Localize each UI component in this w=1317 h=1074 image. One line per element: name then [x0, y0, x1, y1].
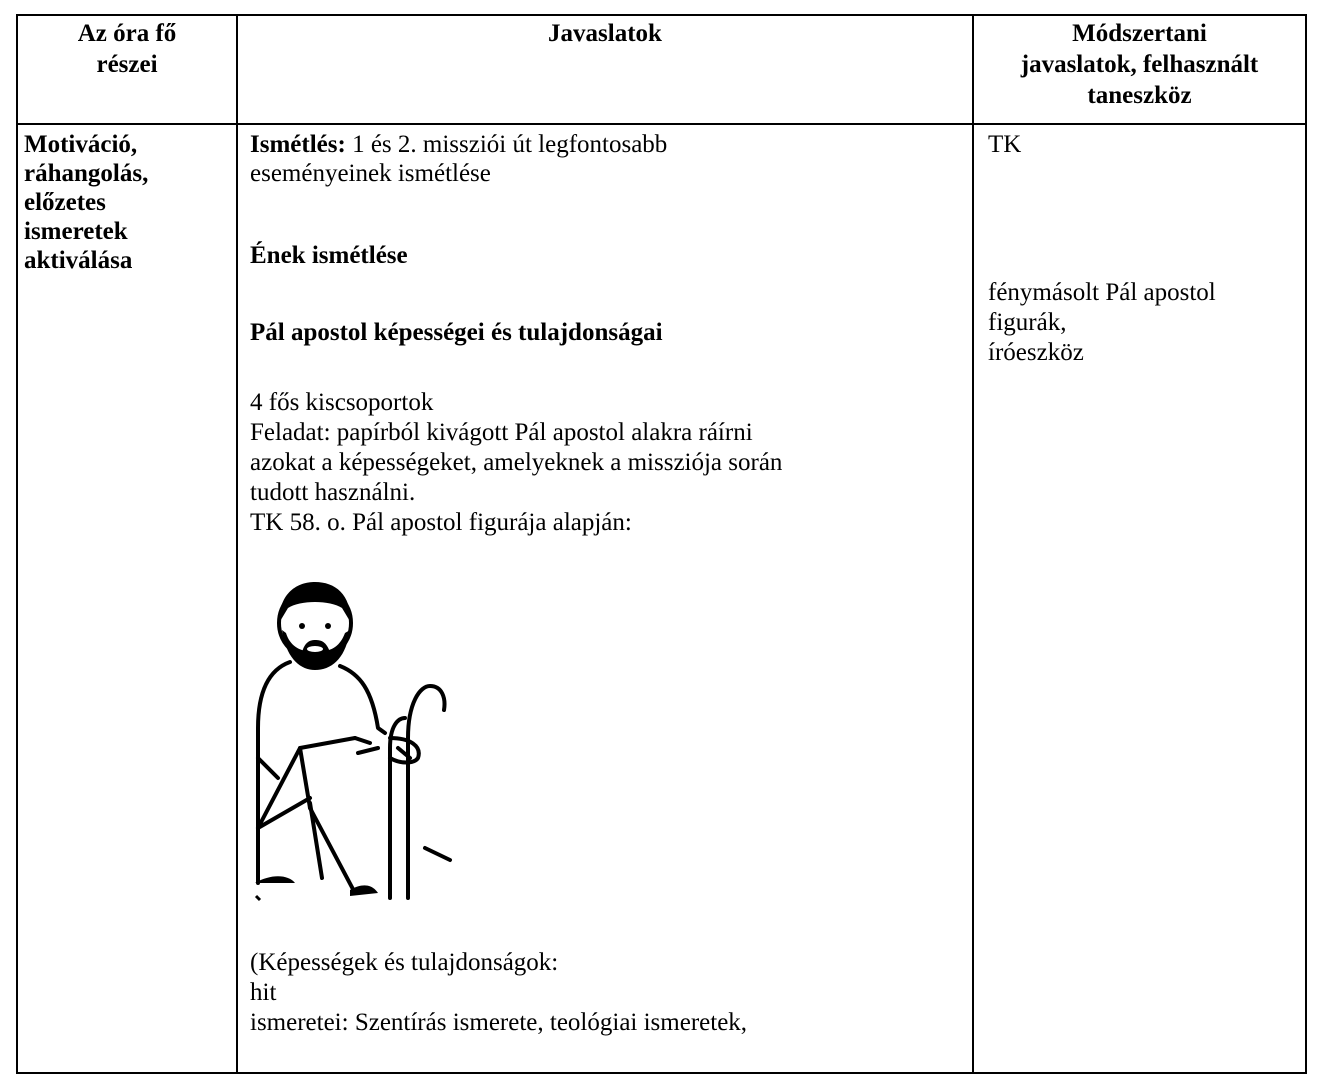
- header-phase-line-1: Az óra fő: [77, 20, 177, 47]
- tools-line: fénymásolt Pál apostol: [988, 279, 1216, 306]
- tools-tk: TK: [988, 131, 1022, 158]
- header-methods-line-2: javaslatok, felhasznált: [1020, 51, 1259, 78]
- suggestions-cell: [250, 130, 950, 188]
- phase-cell: [24, 130, 232, 275]
- phase-line: aktiválása: [24, 247, 133, 274]
- enek-label: Ének ismétlése: [250, 242, 408, 269]
- header-divider: [18, 123, 1305, 125]
- abilities-line: (Képességek és tulajdonságok:: [250, 949, 559, 976]
- phase-line: ráhangolás,: [24, 160, 149, 187]
- tools-line: figurák,: [988, 309, 1067, 336]
- ismetles-label: Ismétlés:: [250, 131, 346, 158]
- column-divider-2: [972, 16, 974, 1072]
- phase-line: előzetes: [24, 189, 106, 216]
- column-divider-1: [236, 16, 238, 1072]
- header-suggestions: [238, 18, 972, 49]
- abilities-line: hit: [250, 979, 277, 1006]
- ismetles-line: [250, 130, 950, 159]
- apostle-paul-figure-image: [250, 578, 460, 908]
- ismetles-text-2: eseményeinek ismétlése: [250, 160, 491, 187]
- header-methods-line-1: Módszertani: [1072, 20, 1207, 47]
- task-line: tudott használni.: [250, 479, 416, 506]
- ismetles-text: 1 és 2. missziói út legfontosabb: [345, 131, 668, 158]
- header-phase: [18, 18, 236, 80]
- task-line: azokat a képességeket, amelyeknek a missziója során: [250, 449, 783, 476]
- tools-cell: [988, 130, 1021, 159]
- pal-heading-label: Pál apostol képességei és tulajdonságai: [250, 319, 663, 346]
- tools-line: íróeszköz: [988, 339, 1084, 366]
- header-phase-line-2: részei: [96, 51, 158, 78]
- tools-list: [988, 278, 1216, 368]
- header-methods-line-3: taneszköz: [1087, 82, 1192, 109]
- phase-line: Motiváció,: [24, 131, 138, 158]
- pal-heading: [250, 318, 663, 347]
- header-suggestions-label: Javaslatok: [548, 20, 662, 47]
- header-methods: [974, 18, 1305, 111]
- task-line: TK 58. o. Pál apostol figurája alapján:: [250, 509, 632, 536]
- task-line: Feladat: papírból kivágott Pál apostol alakra ráírni: [250, 419, 753, 446]
- task-line: 4 fős kiscsoportok: [250, 389, 434, 416]
- phase-line: ismeretek: [24, 218, 128, 245]
- enek-heading: [250, 241, 408, 270]
- abilities-list: [250, 948, 747, 1038]
- task-description: [250, 388, 782, 538]
- abilities-line: ismeretei: Szentírás ismerete, teológiai ismeretek,: [250, 1009, 748, 1036]
